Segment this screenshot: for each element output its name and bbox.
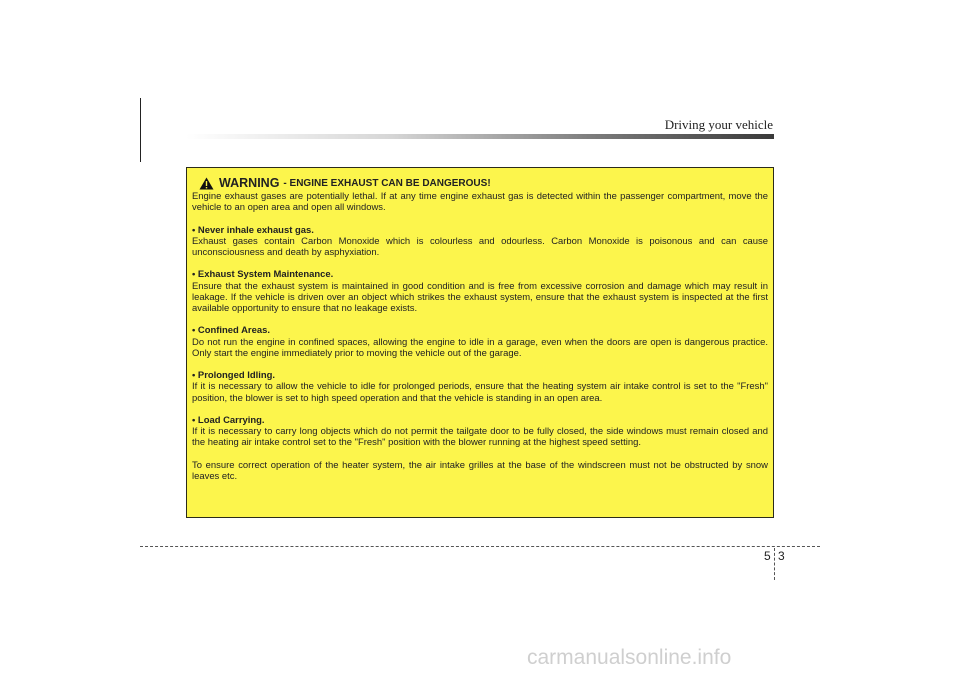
item-text: Do not run the engine in confined spaces, allowing the engine to idle in a garage, even when the doors are open is dangerous practice. Only start the engine immediately prior to moving the vehicle out of the garage. bbox=[192, 336, 768, 359]
warning-heading bbox=[199, 176, 768, 190]
item-heading: • Load Carrying. bbox=[192, 414, 265, 426]
page-number bbox=[763, 548, 787, 564]
warning-intro: Engine exhaust gases are potentially lethal. If at any time engine exhaust gas is detected within the passenger compartment, move the vehicle to an open area and open all windows. bbox=[192, 191, 768, 214]
chapter-number: 5 bbox=[764, 549, 771, 563]
item-heading: • Confined Areas. bbox=[192, 325, 270, 337]
warning-closing: To ensure correct operation of the heater system, the air intake grilles at the base of the windscreen must not be obstructed by snow leaves etc. bbox=[192, 459, 768, 482]
section-title: Driving your vehicle bbox=[664, 117, 773, 132]
item-text: If it is necessary to allow the vehicle to idle for prolonged periods, ensure that the heating system air intake control is set to the "Fresh" position, the blower is set to high speed operation and that the vehicle is standing in an open area. bbox=[192, 381, 768, 404]
warning-item bbox=[192, 415, 768, 449]
warning-item bbox=[192, 325, 768, 359]
item-text: If it is necessary to carry long objects which do not permit the tailgate door to be fully closed, the side windows must remain closed and the heating air intake control set to the "Fresh" position with the blower running at the highest speed setting. bbox=[192, 426, 768, 449]
warning-title: - ENGINE EXHAUST CAN BE DANGEROUS! bbox=[283, 178, 491, 189]
page-number-divider bbox=[774, 548, 775, 580]
warning-triangle-icon bbox=[199, 177, 214, 190]
item-heading: • Never inhale exhaust gas. bbox=[192, 224, 314, 236]
warning-item bbox=[192, 269, 768, 314]
item-text: Ensure that the exhaust system is maintained in good condition and is free from excessive corrosion and damage which may result in leakage. If the vehicle is driven over an object which strikes the exhaust system, ensure that the exhaust system is inspected at the first available opportunity to ensure that no leakage exists. bbox=[192, 280, 768, 314]
item-text: Exhaust gases contain Carbon Monoxide which is colourless and odourless. Carbon Monoxide is poisonous and can cause unconsciousness and death by asphyxiation. bbox=[192, 235, 768, 258]
warning-label: WARNING bbox=[219, 176, 280, 190]
page-index: 3 bbox=[778, 549, 785, 563]
footer-divider bbox=[140, 546, 820, 547]
warning-item bbox=[192, 225, 768, 259]
warning-item bbox=[192, 370, 768, 404]
item-heading: • Exhaust System Maintenance. bbox=[192, 269, 334, 281]
item-heading: • Prolonged Idling. bbox=[192, 370, 275, 382]
warning-box bbox=[186, 167, 774, 518]
margin-rule bbox=[140, 98, 141, 162]
header-gradient-bar bbox=[186, 134, 774, 139]
watermark: carmanualsonline.info bbox=[527, 646, 732, 669]
